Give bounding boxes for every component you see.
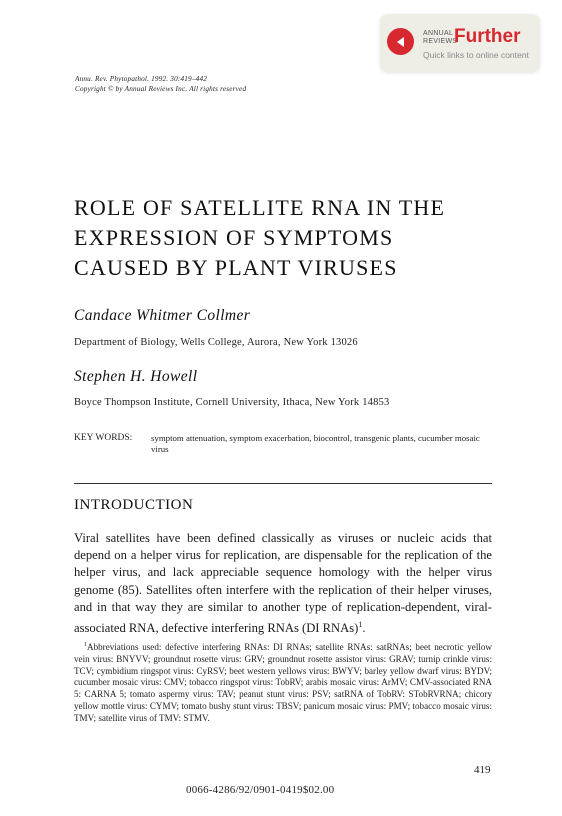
footnote-text: Abbreviations used: defective interfering RNAs: DI RNAs; satellite RNAs: satRNAs; beet necrotic yellow vein virus: BNYVV; groundnut rosette virus: GRV; groundnut rosette assistor virus: GRAV; turnip crinkle virus: TCV; cymbidium ringspot virus: CyRSV; beet western yellows virus: BWYV; barley yellow dwarf virus: BYDV; cucumber mosaic virus: CMV; tobacco ringspot virus: TobRV; arabis mosaic virus: ArMV; CMV-associated RNA 5: CARNA 5; tomato aspermy virus: TAV; peanut stunt virus: PSV; satRNA of TobRV: STobRVRNA; chicory yellow mottle virus: CYMV; tomato bushy stunt virus: TBSV; panicum mosaic virus: PMV; tobacco mosaic virus: TMV; satellite virus of TMV: STMV. [74,642,492,723]
keywords-label: KEY WORDS: [74,433,133,443]
citation-line-2: Copyright © by Annual Reviews Inc. All rights reserved [75,85,247,93]
footnote-reference[interactable]: 1 [358,620,363,630]
author-name-2: Stephen H. Howell [74,368,198,385]
footnote-marker: 1 [84,642,87,648]
author-affiliation-2: Boyce Thompson Institute, Cornell University, Ithaca, New York 14853 [74,397,390,408]
further-wordmark: Further [454,26,521,47]
footnote [74,640,492,725]
introduction-paragraph [74,530,492,637]
citation-line-1: Annu. Rev. Phytopathol. 1992. 30:419–442 [75,75,208,83]
paragraph-end: . [362,621,366,636]
author-affiliation-1: Department of Biology, Wells College, Aurora, New York 13026 [74,337,358,348]
section-divider [74,483,492,484]
title-line-1: ROLE OF SATELLITE RNA IN THE [74,195,446,220]
annual-reviews-wordmark: ANNUAL REVIEWS [423,30,458,45]
quick-links-text: Quick links to online content [423,50,529,60]
journal-citation [75,74,246,94]
title-line-2: EXPRESSION OF SYMPTOMS [74,225,394,250]
price-code: 0066-4286/92/0901-0419$02.00 [186,784,335,796]
section-heading: INTRODUCTION [74,497,194,513]
keywords-text: symptom attenuation, symptom exacerbation, biocontrol, transgenic plants, cucumber mosaic virus [151,433,480,454]
article-title [74,193,514,283]
author-name-1: Candace Whitmer Collmer [74,307,251,324]
arrow-circle-icon [387,28,414,55]
further-banner[interactable] [380,14,540,72]
paragraph-text: Viral satellites have been defined classically as viruses or nucleic acids that depend on a helper virus for replication, are dispensable for the replication of the helper virus, and lack appreciable sequence homology with the helper virus genome (85). Satellites often interfere with the replication of their helper viruses, and in that way they are similar to another type of replication-dependent, viral-associated RNA, defective interfering RNAs (DI RNAs) [74,531,492,636]
page-number: 419 [474,764,491,776]
title-line-3: CAUSED BY PLANT VIRUSES [74,255,398,280]
